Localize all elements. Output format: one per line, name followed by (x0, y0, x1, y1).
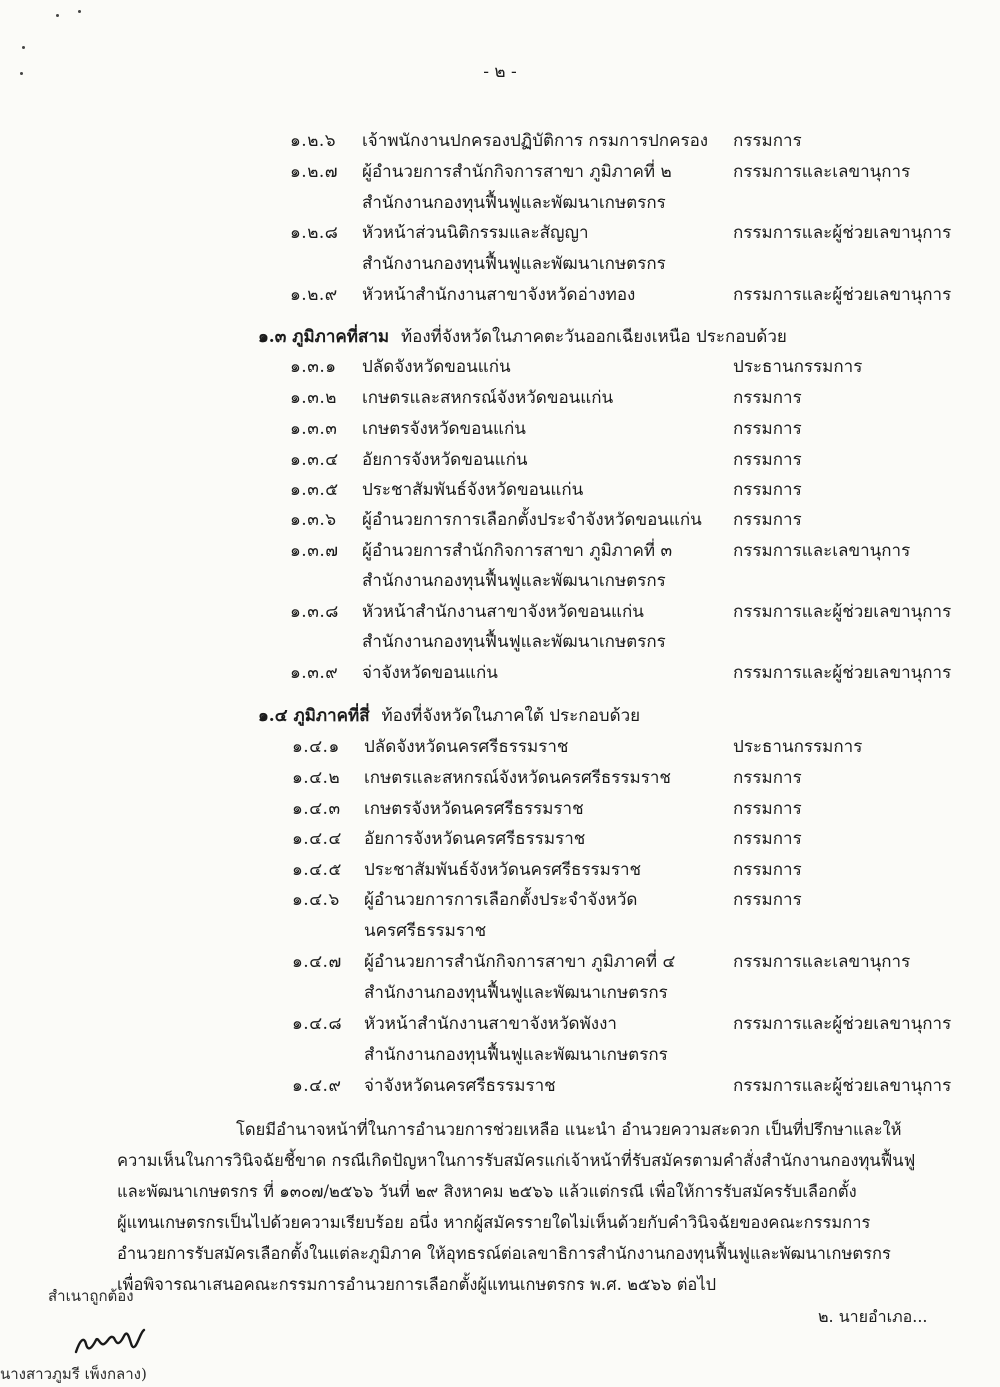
list-item: ๑.๓.๙ จ่าจังหวัดขอนแก่น กรรมการและผู้ช่วยเลขานุการ (290, 663, 952, 683)
paragraph-line: และพัฒนาเกษตรกร ที่ ๑๓๐๗/๒๕๖๖ วันที่ ๒๙ สิงหาคม ๒๕๖๖ แล้วแต่กรณี เพื่อให้การรับสมัครรับเลือกตั้ง (117, 1182, 857, 1201)
list-item-continuation: สำนักงานกองทุนฟื้นฟูและพัฒนาเกษตรกร (362, 571, 666, 591)
list-item: ๑.๓.๔ อัยการจังหวัดขอนแก่น กรรมการ (290, 450, 802, 470)
paragraph-line: อำนวยการรับสมัครเลือกตั้งในแต่ละภูมิภาค ให้อุทธรณ์ต่อเลขาธิการสำนักงานกองทุนฟื้นฟูและพัฒนาเกษตรกร (117, 1244, 891, 1263)
page-number: - ๒ - (483, 62, 517, 82)
list-item: ๑.๓.๖ ผู้อำนวยการการเลือกตั้งประจำจังหวัดขอนแก่น กรรมการ (290, 510, 802, 530)
list-item-continuation: สำนักงานกองทุนฟื้นฟูและพัฒนาเกษตรกร (364, 983, 668, 1003)
list-item: ๑.๓.๑ ปลัดจังหวัดขอนแก่น ประธานกรรมการ (290, 357, 863, 377)
list-item: ๑.๔.๕ ประชาสัมพันธ์จังหวัดนครศรีธรรมราช กรรมการ (292, 860, 802, 880)
list-item: ๑.๔.๗ ผู้อำนวยการสำนักกิจการสาขา ภูมิภาคที่ ๔ กรรมการและเลขานุการ (292, 952, 911, 972)
paragraph-line: เพื่อพิจารณาเสนอคณะกรรมการอำนวยการเลือกตั้งผู้แทนเกษตรกร พ.ศ. ๒๕๖๖ ต่อไป (117, 1275, 717, 1294)
paragraph-line: โดยมีอำนาจหน้าที่ในการอำนวยการช่วยเหลือ แนะนำ อำนวยความสะดวก เป็นที่ปรึกษาและให้ (236, 1120, 902, 1139)
list-item-continuation: นครศรีธรรมราช (364, 921, 487, 941)
signer-name: นางสาวภูมรี เพ็งกลาง) (0, 1365, 147, 1383)
continuation-marker: ๒. นายอำเภอ... (818, 1307, 928, 1326)
paragraph-line: ความเห็นในการวินิจฉัยชี้ขาด กรณีเกิดปัญหาในการรับสมัครแก่เจ้าหน้าที่รับสมัครตามคำสั่งสำนักงานกองทุนฟื้นฟู (117, 1151, 916, 1170)
list-item: ๑.๓.๘ หัวหน้าสำนักงานสาขาจังหวัดขอนแก่น กรรมการและผู้ช่วยเลขานุการ (290, 602, 952, 622)
list-item-continuation: สำนักงานกองทุนฟื้นฟูและพัฒนาเกษตรกร (362, 632, 666, 652)
section-heading: ๑.๔ ภูมิภาคที่สี่ ท้องที่จังหวัดในภาคใต้ ประกอบด้วย (258, 706, 641, 726)
list-item: ๑.๔.๙ จ่าจังหวัดนครศรีธรรมราช กรรมการและผู้ช่วยเลขานุการ (292, 1076, 952, 1096)
list-item: ๑.๒.๘ หัวหน้าส่วนนิติกรรมและสัญญา กรรมการและผู้ช่วยเลขานุการ (290, 223, 952, 243)
list-item: ๑.๓.๕ ประชาสัมพันธ์จังหวัดขอนแก่น กรรมการ (290, 480, 802, 500)
list-item: ๑.๔.๘ หัวหน้าสำนักงานสาขาจังหวัดพังงา กรรมการและผู้ช่วยเลขานุการ (292, 1014, 952, 1034)
list-item: ๑.๔.๔ อัยการจังหวัดนครศรีธรรมราช กรรมการ (292, 829, 802, 849)
list-item: ๑.๓.๗ ผู้อำนวยการสำนักกิจการสาขา ภูมิภาคที่ ๓ กรรมการและเลขานุการ (290, 541, 911, 561)
list-item: ๑.๔.๑ ปลัดจังหวัดนครศรีธรรมราช ประธานกรรมการ (292, 737, 863, 757)
list-item-continuation: สำนักงานกองทุนฟื้นฟูและพัฒนาเกษตรกร (364, 1045, 668, 1065)
list-item: ๑.๔.๓ เกษตรจังหวัดนครศรีธรรมราช กรรมการ (292, 799, 802, 819)
signature (70, 1322, 160, 1362)
certified-copy-stamp: สำเนาถูกต้อง (48, 1287, 134, 1305)
list-item: ๑.๓.๓ เกษตรจังหวัดขอนแก่น กรรมการ (290, 419, 802, 439)
list-item-continuation: สำนักงานกองทุนฟื้นฟูและพัฒนาเกษตรกร (362, 254, 666, 274)
list-item: ๑.๔.๖ ผู้อำนวยการการเลือกตั้งประจำจังหวัด กรรมการ (292, 890, 802, 910)
list-item: ๑.๓.๒ เกษตรและสหกรณ์จังหวัดขอนแก่น กรรมการ (290, 388, 802, 408)
list-item: ๑.๒.๙ หัวหน้าสำนักงานสาขาจังหวัดอ่างทอง กรรมการและผู้ช่วยเลขานุการ (290, 285, 952, 305)
paragraph-line: ผู้แทนเกษตรกรเป็นไปด้วยความเรียบร้อย อนึ่ง หากผู้สมัครรายใดไม่เห็นด้วยกับคำวินิจฉัยของคณะกรรมการ (117, 1213, 871, 1232)
list-item-continuation: สำนักงานกองทุนฟื้นฟูและพัฒนาเกษตรกร (362, 193, 666, 213)
list-item: ๑.๔.๒ เกษตรและสหกรณ์จังหวัดนครศรีธรรมราช กรรมการ (292, 768, 802, 788)
list-item: ๑.๒.๗ ผู้อำนวยการสำนักกิจการสาขา ภูมิภาคที่ ๒ กรรมการและเลขานุการ (290, 162, 911, 182)
section-heading: ๑.๓ ภูมิภาคที่สาม ท้องที่จังหวัดในภาคตะวันออกเฉียงเหนือ ประกอบด้วย (258, 327, 787, 347)
list-item: ๑.๒.๖ เจ้าพนักงานปกครองปฏิบัติการ กรมการปกครอง กรรมการ (290, 131, 802, 151)
